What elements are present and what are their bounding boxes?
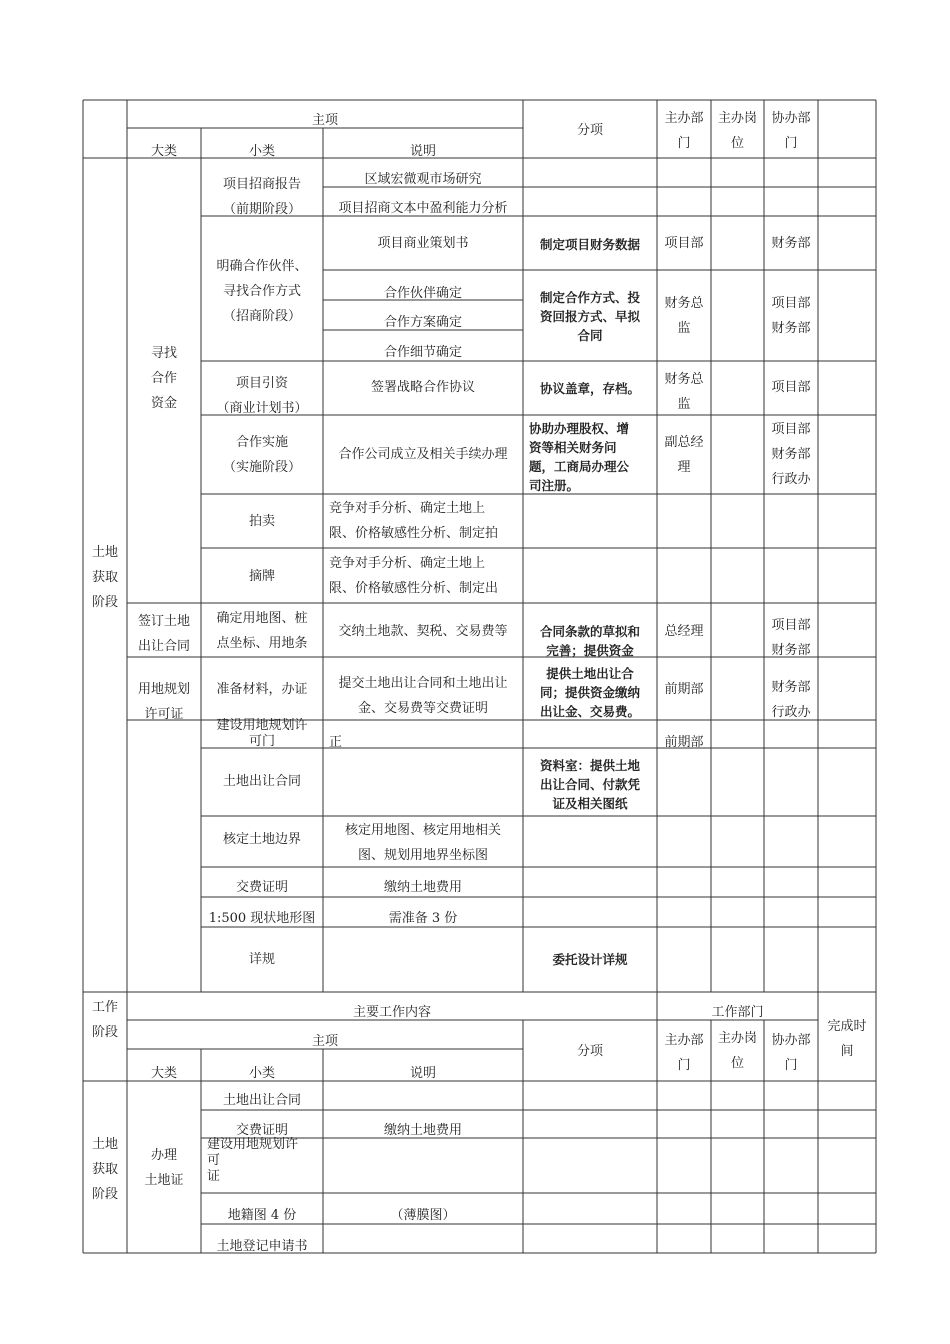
header2-main-content: 主要工作内容 <box>352 1005 431 1020</box>
header-category: 大类 <box>150 144 177 159</box>
desc-pay-land-fee: 缴纳土地费用 <box>383 880 462 895</box>
header-main-item: 主项 <box>311 113 338 128</box>
sub2-payment-proof: 交费证明 <box>235 1123 288 1138</box>
header2-sub-item: 分项 <box>576 1044 603 1059</box>
header2-subcategory: 小类 <box>248 1066 275 1081</box>
fen-contract-draft: 合同条款的草拟和 完善；提供资金 <box>539 624 640 658</box>
sub2-registration-form: 土地登记申请书 <box>216 1239 308 1254</box>
desc-land-payment: 交纳土地款、契税、交易费等 <box>338 624 508 639</box>
desc-auction-analysis: 竞争对手分析、确定土地上 限、价格敏感性分析、制定拍 <box>329 501 499 541</box>
sub-implementation: 合作实施 （实施阶段） <box>222 435 301 475</box>
fen-financial-data: 制定项目财务数据 <box>539 237 640 252</box>
sub-investment-report: 项目招商报告 （前期阶段） <box>222 177 301 217</box>
assist-dept-4: 项目部 财务部 行政办 <box>771 422 811 487</box>
desc-listing-analysis: 竞争对手分析、确定土地上 限、价格敏感性分析、制定出 <box>329 556 499 596</box>
sub-partner: 明确合作伙伴、 寻找合作方式 （招商阶段） <box>216 259 308 324</box>
desc-three-copies: 需准备 3 份 <box>388 911 458 926</box>
desc-detail-confirm: 合作细节确定 <box>383 345 462 360</box>
header2-lead-post: 主办岗 位 <box>717 1031 757 1071</box>
header2-description: 说明 <box>409 1066 436 1081</box>
fen-cooperation-method: 制定合作方式、投 资回报方式、早拟 合同 <box>539 290 640 343</box>
header2-work-stage: 工作 阶段 <box>91 1000 118 1040</box>
sub-planning-permit: 建设用地规划许 可门 <box>216 718 308 749</box>
stage-land-acquisition-2: 土地 获取 阶段 <box>91 1137 118 1202</box>
header-description: 说明 <box>409 144 436 159</box>
assist-dept-1: 财务部 <box>771 236 811 251</box>
desc-market-research: 区域宏微观市场研究 <box>364 172 482 187</box>
sub-topographic-map: 1:500 现状地形图 <box>208 911 316 926</box>
header2-finish-time: 完成时 间 <box>827 1019 867 1059</box>
sub-investment-plan: 项目引资 （商业计划书） <box>216 376 308 416</box>
header-assist-dept: 协办部 门 <box>771 111 811 151</box>
desc-partner-confirm: 合作伙伴确定 <box>383 286 462 301</box>
sub-prepare-materials: 准备材料，办证 <box>216 682 308 697</box>
assist-dept-6: 财务部 行政办 <box>771 680 811 720</box>
lead-dept-4: 副总经 理 <box>664 435 704 475</box>
desc-certificate: 正 <box>329 735 343 750</box>
header2-work-dept: 工作部门 <box>711 1005 764 1020</box>
lead-dept-2: 财务总 监 <box>664 296 704 336</box>
fen-archive-room: 资料室：提供土地 出让合同、付款凭 证及相关图纸 <box>539 758 640 811</box>
sub2-cadastral-map: 地籍图 4 份 <box>227 1208 297 1223</box>
fen-detailed-plan: 委托设计详规 <box>552 952 628 967</box>
lead-dept-6: 前期部 <box>664 682 704 697</box>
header-subcategory: 小类 <box>248 144 275 159</box>
sub2-transfer-contract: 土地出让合同 <box>222 1093 301 1108</box>
sub-land-map: 确定用地图、桩 点坐标、用地条 <box>216 611 308 651</box>
category-planning-permit: 用地规划 许可证 <box>137 682 190 722</box>
header2-category: 大类 <box>150 1066 177 1081</box>
desc2-film-map: （薄膜图） <box>390 1208 456 1223</box>
lead-dept-3: 财务总 监 <box>664 372 704 412</box>
sub-transfer-contract: 土地出让合同 <box>222 774 301 789</box>
assist-dept-5: 项目部 财务部 <box>771 618 811 658</box>
fen-provide-contract: 提供土地出让合 同；提供资金缴纳 出让金、交易费。 <box>539 666 640 719</box>
header2-main-item: 主项 <box>311 1034 338 1049</box>
header-lead-post: 主办岗 位 <box>717 111 757 151</box>
category-sign-contract: 签订土地 出让合同 <box>137 614 190 654</box>
desc-profit-analysis: 项目招商文本中盈利能力分析 <box>338 201 508 216</box>
desc-strategic-agreement: 签署战略合作协议 <box>370 380 475 395</box>
lead-dept-7: 前期部 <box>664 735 704 750</box>
sub-detailed-plan: 详规 <box>248 952 275 967</box>
sub-listing: 摘牌 <box>248 569 275 584</box>
desc-business-plan: 项目商业策划书 <box>377 236 469 251</box>
header2-assist-dept: 协办部 门 <box>771 1033 811 1073</box>
category-find-funding: 寻找 合作 资金 <box>150 346 177 411</box>
header-sub-item: 分项 <box>576 123 603 138</box>
desc-submit-contract: 提交土地出让合同和土地出让 金、交易费等交费证明 <box>338 676 508 716</box>
header-lead-dept: 主办部 门 <box>664 111 704 151</box>
desc2-pay-land-fee: 缴纳土地费用 <box>383 1123 462 1138</box>
lead-dept-5: 总经理 <box>664 624 704 639</box>
desc-verify-maps: 核定用地图、核定用地相关 图、规划用地界坐标图 <box>344 823 501 863</box>
fen-agreement-archive: 协议盖章，存档。 <box>539 381 640 396</box>
category-land-certificate: 办理 土地证 <box>144 1148 184 1188</box>
header2-lead-dept: 主办部 门 <box>664 1033 704 1073</box>
fen-equity-assist: 协助办理股权、增 资等相关财务问 题，工商局办理公 司注册。 <box>529 421 630 493</box>
sub2-planning-permit: 建设用地规划许 可 证 <box>207 1137 299 1184</box>
lead-dept-1: 项目部 <box>664 236 704 251</box>
sub-payment-proof: 交费证明 <box>235 880 288 895</box>
sub-verify-boundary: 核定土地边界 <box>222 832 301 847</box>
desc-company-setup: 合作公司成立及相关手续办理 <box>338 447 508 462</box>
sub-auction: 拍卖 <box>248 514 275 529</box>
desc-plan-confirm: 合作方案确定 <box>383 315 462 330</box>
stage-land-acquisition: 土地 获取 阶段 <box>91 545 118 610</box>
assist-dept-2: 项目部 财务部 <box>771 296 811 336</box>
assist-dept-3: 项目部 <box>771 380 811 395</box>
